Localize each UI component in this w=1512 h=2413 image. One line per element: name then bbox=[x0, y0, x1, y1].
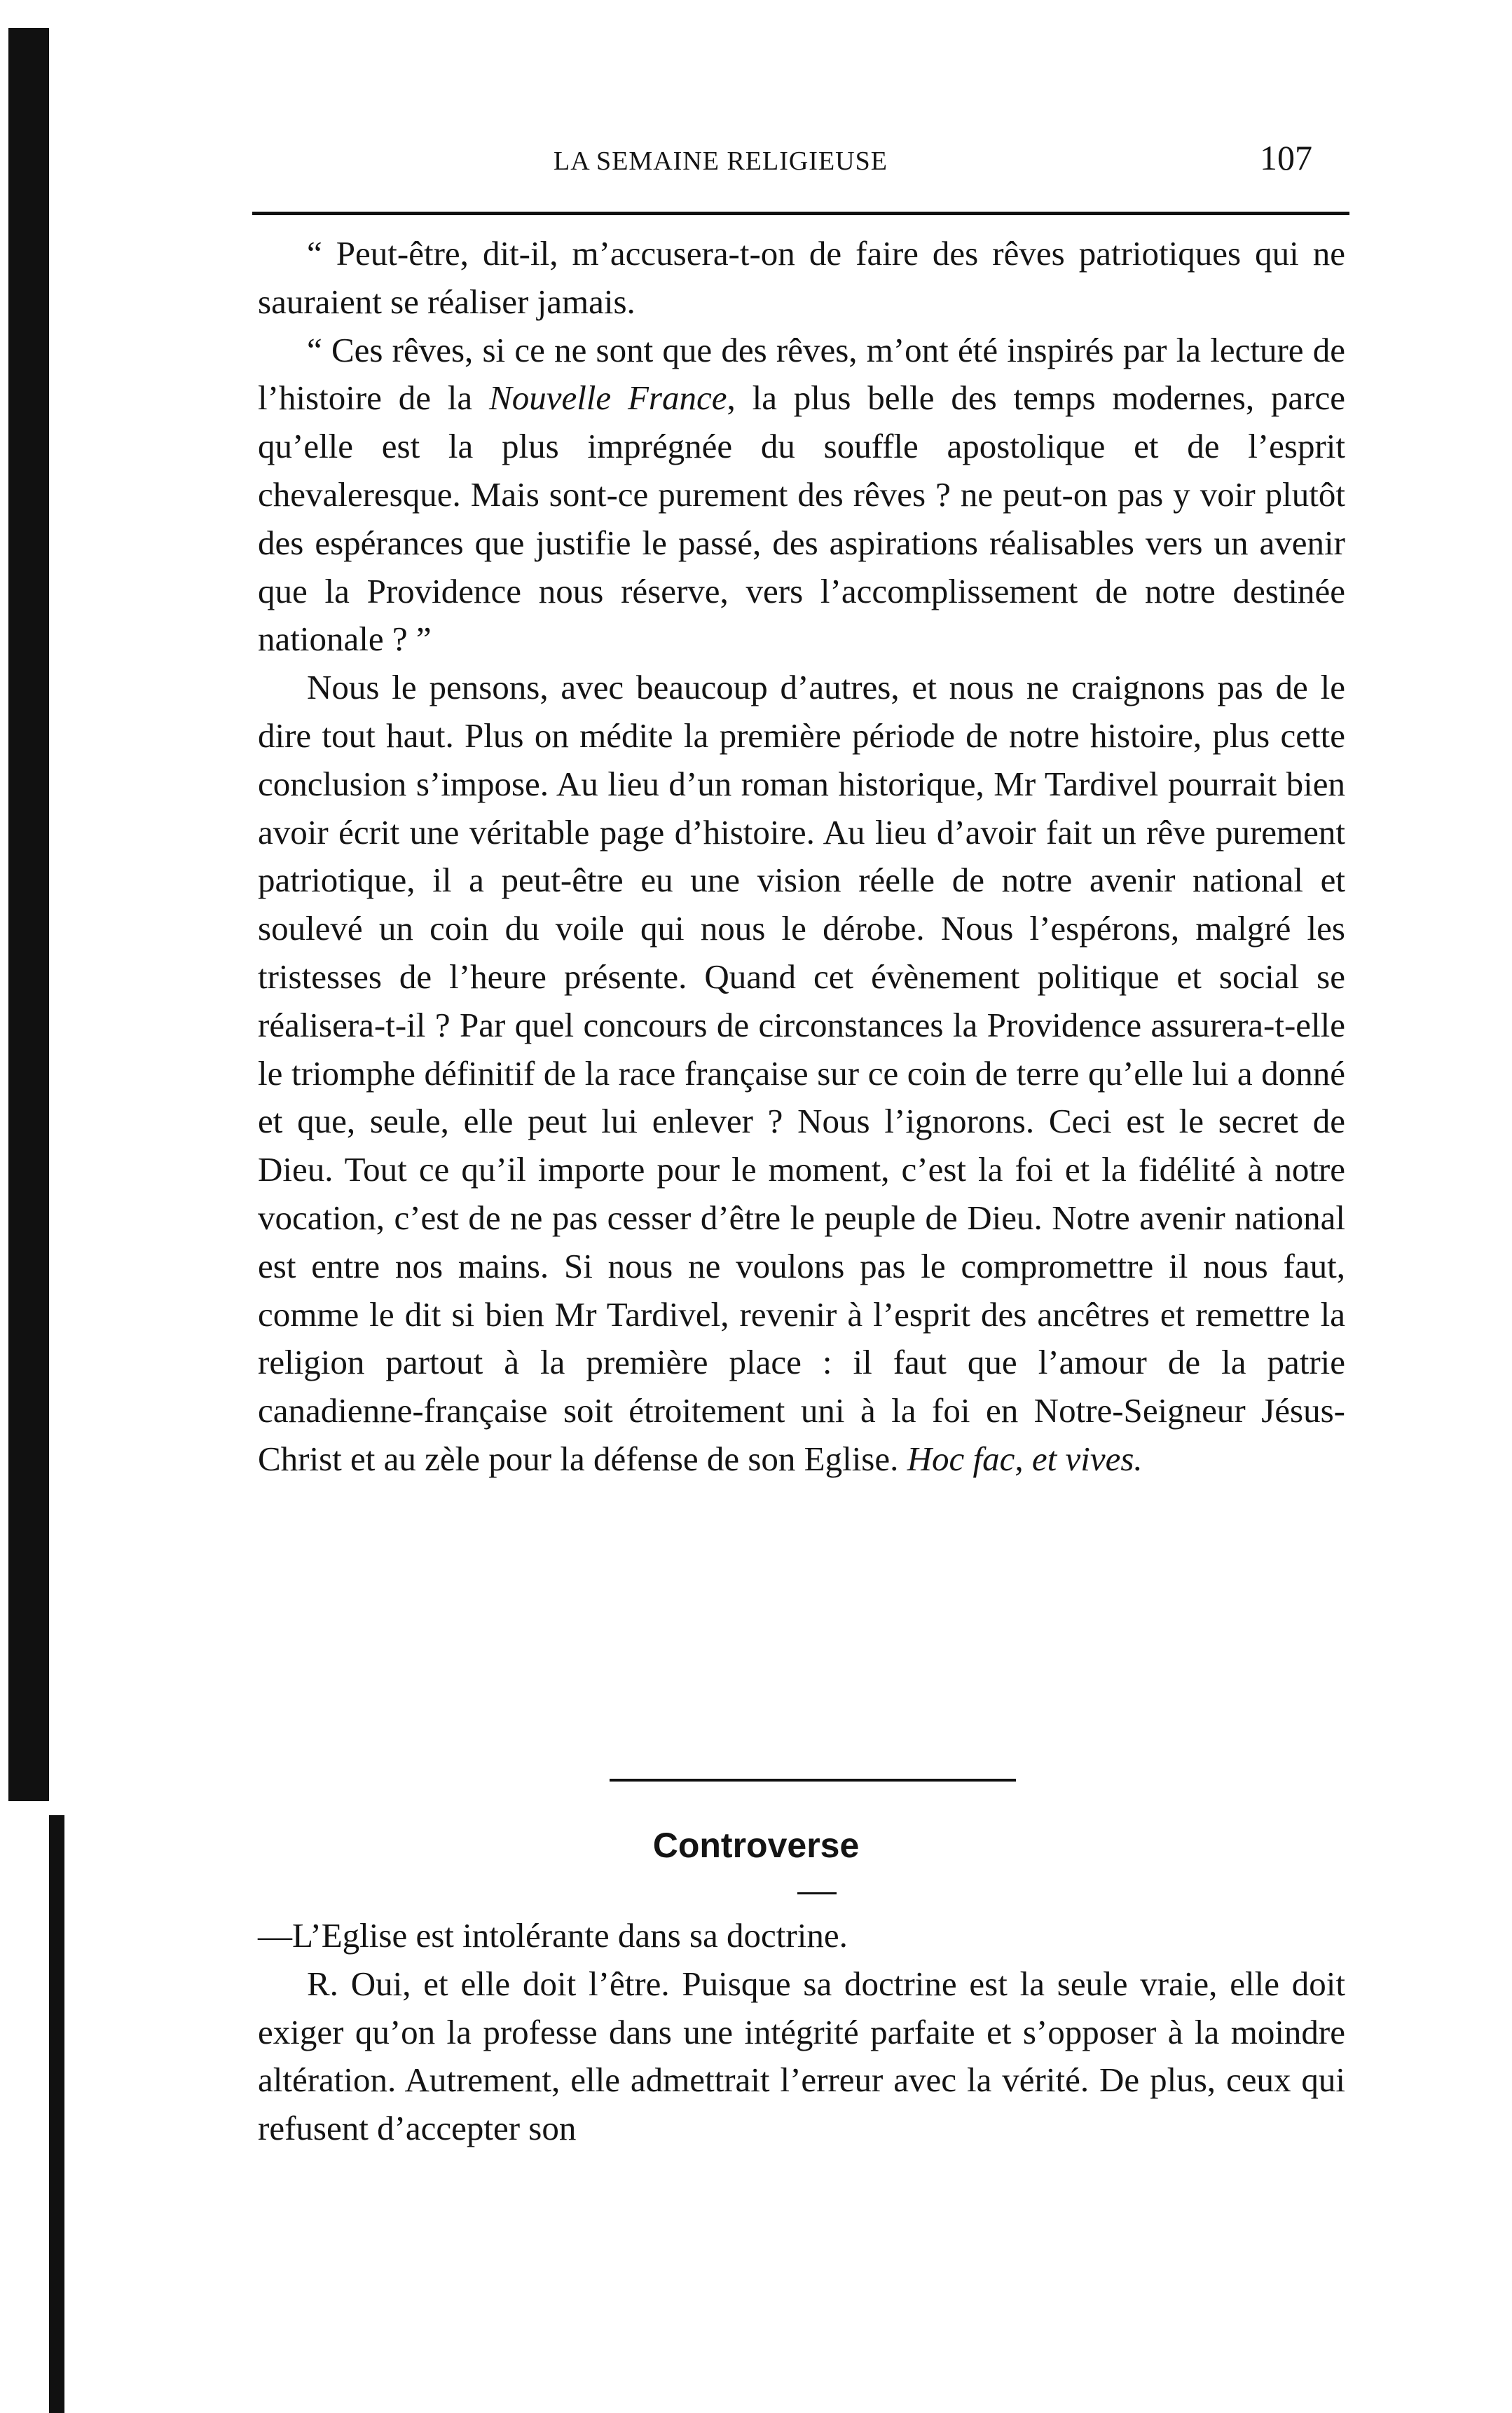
running-title: LA SEMAINE RELIGIEUSE bbox=[554, 146, 888, 176]
quote-p2-start: “ Ces rêves, si ce ne sont que des rêves, m’ont été inspirés par la lecture de l’histoire de la bbox=[258, 330, 1345, 418]
header-rule bbox=[252, 212, 1349, 215]
page-number: 107 bbox=[1260, 138, 1312, 177]
controverse-answer: R. Oui, et elle doit l’être. Puisque sa doctrine est la seule vraie, elle doit exiger qu’on la professe dans une intégrité parfaite et s’opposer à la moindre altération. Autrement, elle admettrait l’erreur avec la vérité. De plus, ceux qui refusent d’accepter son bbox=[258, 1964, 1345, 2148]
title-dash bbox=[797, 1892, 837, 1894]
quote-paragraph-1: “ Peut-être, dit-il, m’accusera-t-on de faire des rêves patriotiques qui ne sauraient se réaliser jamais. bbox=[258, 234, 1345, 321]
main-paragraph bbox=[258, 664, 1345, 1484]
controverse-question: —L’Eglise est intolérante dans sa doctrine. bbox=[258, 1916, 848, 1955]
quote-paragraph-2 bbox=[258, 327, 1345, 664]
book-title: Nouvelle France bbox=[489, 378, 727, 418]
section-divider bbox=[610, 1779, 1016, 1782]
main-paragraph-text: Nous le pensons, avec beaucoup d’autres, et nous ne craignons pas de le dire tout haut. Plus on médite la première période de notre histoire, plus cette conclusion s’impose. Au lieu d’un roman historique, Mr Tardivel pourrait bien avoir écrit une véritable page d’histoire. Au lieu d’avoir fait un rêve purement patriotique, il a peut-être eu une vision réelle de notre avenir national et soulevé un coin du voile qui nous le dérobe. Nous l’espérons, malgré les tristesses de l’heure présente. Quand cet évènement politique et social se réalisera-t-il ? Par quel concours de circonstances la Providence assurera-t-elle le triomphe définitif de la race française sur ce coin de terre qu’elle lui a donné et que, seule, elle peut lui enlever ? Nous l’ignorons. Ceci est le secret de Dieu. Tout ce qu’il importe pour le moment, c’est la foi et la fidélité à notre vocation, c’est de ne pas cesser d’être le peuple de Dieu. Notre avenir national est entre nos mains. Si nous ne voulons pas le compromettre il nous faut, comme le dit si bien Mr Tardivel, revenir à l’esprit des ancêtres et remettre la religion partout à la première place : il faut que l’amour de la patrie canadienne-française soit étroitement uni à la foi en Notre-Seigneur Jésus-Christ et au zèle pour la défense de son Eglise. bbox=[258, 668, 1345, 1478]
controverse-body bbox=[258, 1912, 1345, 2153]
quote-p2-end: , la plus belle des temps modernes, parce qu’elle est la plus imprégnée du souffle apostolique et de l’esprit chevaleresque. Mais sont-ce purement des rêves ? ne peut-on pas y voir plutôt des espérances que justifie le passé, des aspirations réalisables vers un avenir que la Providence nous réserve, vers l’accomplissement de notre destinée nationale ? ” bbox=[258, 378, 1345, 659]
latin-motto: Hoc fac, et vives. bbox=[907, 1439, 1143, 1478]
article-body bbox=[258, 230, 1345, 1484]
section-title: Controverse bbox=[652, 1826, 860, 1865]
